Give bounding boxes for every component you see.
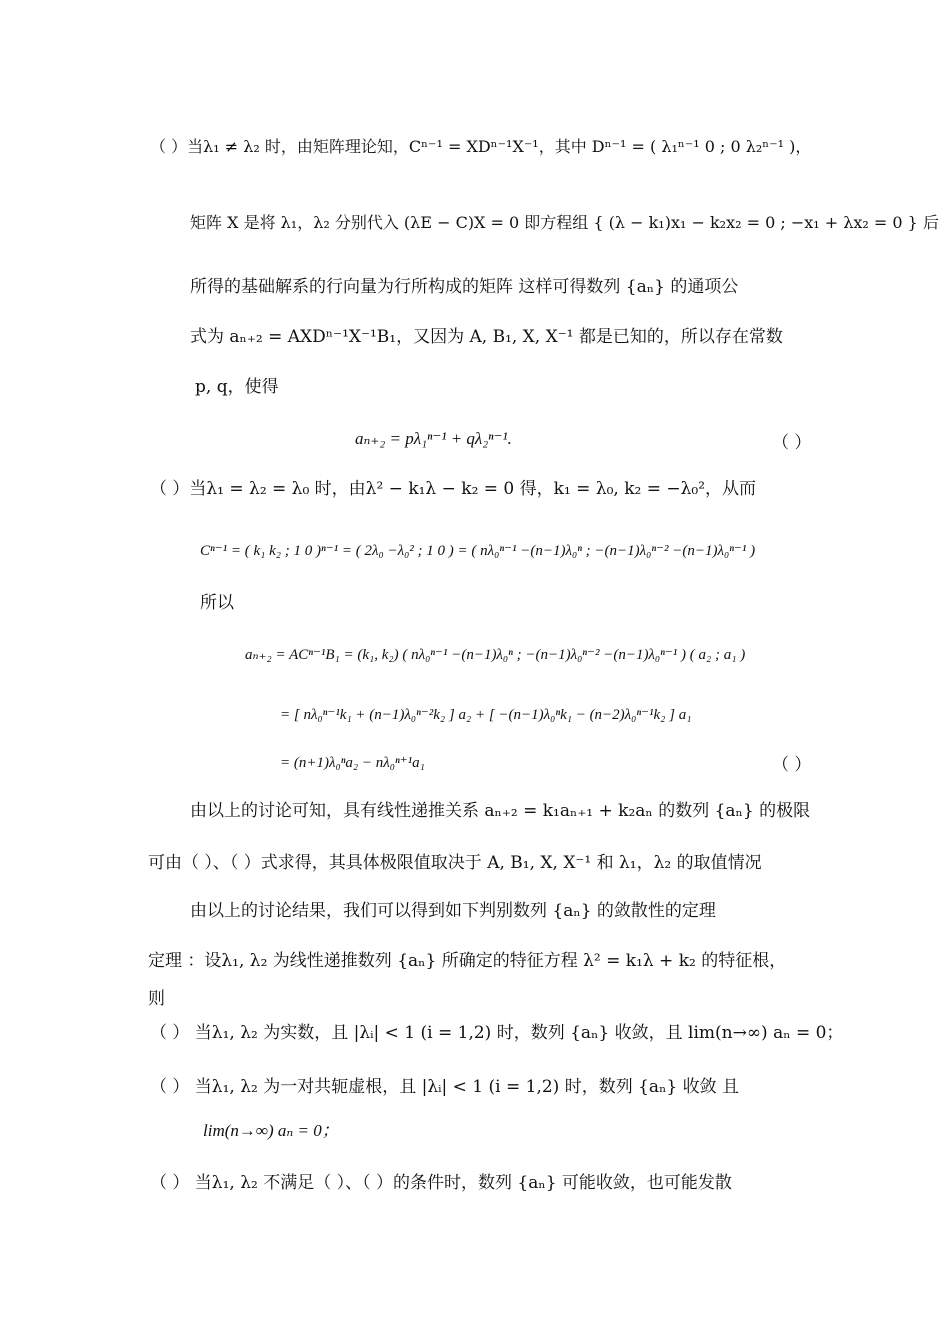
case-two-formula: （ ）当λ₁ = λ₂ = λ₀ 时，由λ² − k₁λ − k₂ = 0 得，k₁ = λ₀, k₂ = −λ₀²，从而 — [150, 479, 757, 499]
basic-solution-text: 所得的基础解系的行向量为行所构成的矩阵 这样可得数列 {aₙ} 的通项公 — [190, 277, 739, 297]
general-term-formula: 式为 aₙ₊₂ = AXDⁿ⁻¹X⁻¹B₁，又因为 A, B₁, X, X⁻¹ 都是已知的，所以存在常数 — [190, 327, 783, 347]
therefore-label: 所以 — [200, 593, 234, 613]
constants-pq: p, q，使得 — [195, 377, 279, 397]
matrix-x-description: 矩阵 X 是将 λ₁，λ₂ 分别代入 (λE − C)X = 0 即方程组 { (λ − k₁)x₁ − k₂x₂ = 0 ; −x₁ + λx₂ = 0 } 后 — [190, 213, 939, 232]
derivation-step-3: = (n+1)λ₀ⁿa₂ − nλ₀ⁿ⁺¹a₁ — [280, 755, 425, 771]
theorem-then: 则 — [148, 989, 165, 1009]
theorem-case-2: （ ） 当λ₁, λ₂ 为一对共轭虚根，且 |λᵢ| < 1 (i = 1,2) 时，数列 {aₙ} 收敛 且 — [150, 1077, 740, 1097]
case-one-formula: （ ）当λ₁ ≠ λ₂ 时，由矩阵理论知，Cⁿ⁻¹ = XDⁿ⁻¹X⁻¹，其中 Dⁿ⁻¹ = ( λ₁ⁿ⁻¹ 0 ; 0 λ₂ⁿ⁻¹ )， — [150, 137, 812, 156]
equation-number: （ ） — [772, 755, 812, 775]
recurrence-paragraph: 由以上的讨论可知，具有线性递推关系 aₙ₊₂ = k₁aₙ₊₁ + k₂aₙ 的数列 {aₙ} 的极限 — [190, 801, 811, 821]
theorem-intro: 由以上的讨论结果，我们可以得到如下判别数列 {aₙ} 的敛散性的定理 — [190, 901, 716, 921]
theorem-case-2-limit: lim(n→∞) aₙ = 0； — [203, 1121, 339, 1140]
equation-number: （ ） — [772, 433, 812, 453]
limit-dependency: 可由（ ）、（ ）式求得，其具体极限值取决于 A, B₁, X, X⁻¹ 和 λ₁，λ₂ 的取值情况 — [148, 853, 762, 873]
equation-p-q: aₙ₊₂ = pλ₁ⁿ⁻¹ + qλ₂ⁿ⁻¹. — [355, 429, 512, 448]
theorem-case-3: （ ） 当λ₁, λ₂ 不满足（ ）、（ ）的条件时，数列 {aₙ} 可能收敛，也可能发散 — [150, 1173, 732, 1193]
derivation-step-2: = [ nλ₀ⁿ⁻¹k₁ + (n−1)λ₀ⁿ⁻²k₂ ] a₂ + [ −(n−1)λ₀ⁿk₁ − (n−2)λ₀ⁿ⁻¹k₂ ] a₁ — [280, 707, 692, 723]
derivation-step-1: aₙ₊₂ = ACⁿ⁻¹B₁ = (k₁, k₂) ( nλ₀ⁿ⁻¹ −(n−1)λ₀ⁿ ; −(n−1)λ₀ⁿ⁻² −(n−1)λ₀ⁿ⁻¹ ) ( a₂ ; a₁ ) — [245, 647, 746, 663]
theorem-case-1: （ ） 当λ₁, λ₂ 为实数，且 |λᵢ| < 1 (i = 1,2) 时，数列 {aₙ} 收敛，且 lim(n→∞) aₙ = 0； — [150, 1023, 844, 1043]
matrix-power-equation: Cⁿ⁻¹ = ( k₁ k₂ ; 1 0 )ⁿ⁻¹ = ( 2λ₀ −λ₀² ; 1 0 ) = ( nλ₀ⁿ⁻¹ −(n−1)λ₀ⁿ ; −(n−1)λ₀ⁿ⁻² −(n−1)λ₀ⁿ⁻¹ ) — [200, 543, 756, 559]
theorem-statement: 定理 ：设λ₁, λ₂ 为线性递推数列 {aₙ} 所确定的特征方程 λ² = k₁λ + k₂ 的特征根， — [148, 951, 787, 971]
